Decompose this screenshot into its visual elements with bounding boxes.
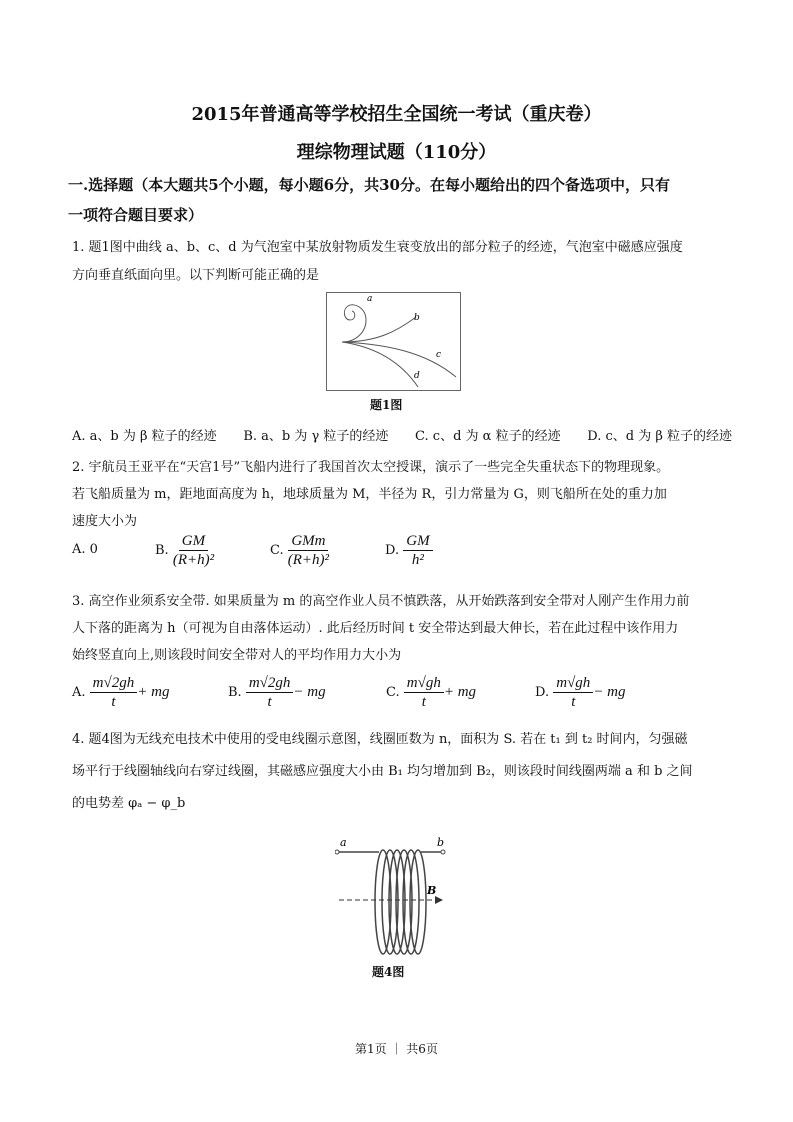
option-label: C.	[386, 685, 400, 700]
q3-option-a	[72, 674, 169, 711]
option-tail: − mg	[593, 684, 626, 700]
fig-label: a	[367, 294, 373, 304]
numerator: GM	[403, 532, 432, 551]
q2-option-a: A. 0	[72, 542, 98, 557]
q3-option-c	[386, 674, 476, 711]
option-tail: − mg	[293, 684, 326, 700]
option-label: B.	[228, 685, 242, 700]
option-label: C.	[270, 543, 284, 558]
numerator: m√2gh	[246, 674, 294, 693]
option-tail: + mg	[443, 684, 477, 700]
denominator: t	[267, 694, 272, 710]
exam-title: 2015年普通高等学校招生全国统一考试（重庆卷）	[191, 104, 602, 125]
exam-subtitle: 理综物理试题（110分）	[296, 142, 497, 163]
denominator: (R+h)²	[172, 552, 215, 568]
q2-option-b	[155, 532, 214, 569]
page-footer: 第1页 ｜ 共6页	[355, 1042, 438, 1056]
q4-text: 场平行于线圈轴线向右穿过线圈，其磁感应强度大小由 B₁ 均匀增加到 B₂，则该段时间线圈两端 a 和 b 之间	[72, 764, 693, 779]
denominator: t	[571, 694, 576, 710]
q3-text: 人下落的距离为 h（可视为自由落体运动）. 此后经历时间 t 安全带达到最大伸长，若在此过程中该作用力	[72, 621, 679, 636]
numerator: m√2gh	[90, 674, 138, 693]
q4-text: 的电势差 φₐ − φ_b	[72, 796, 186, 811]
q4-text: 4. 题4图为无线充电技术中使用的受电线圈示意图，线圈匝数为 n，面积为 S. 若在 t₁ 到 t₂ 时间内，匀强磁	[72, 732, 688, 747]
q2-text: 2. 宇航员王亚平在“天宫1号”飞船内进行了我国首次太空授课，演示了一些完全失重状态下的物理现象。	[72, 460, 670, 475]
fig-label: b	[414, 313, 420, 323]
fig-label-b: b	[437, 836, 445, 849]
figure-caption: 题4图	[372, 965, 405, 979]
q1-option-a: A. a、b 为 β 粒子的经迹	[72, 429, 217, 444]
q1-figure	[326, 292, 462, 392]
q4-coil-figure	[335, 830, 455, 960]
q1-option-d: D. c、d 为 β 粒子的经迹	[587, 429, 732, 444]
figure-caption: 题1图	[370, 398, 403, 412]
q2-option-c	[270, 532, 329, 569]
denominator: (R+h)²	[287, 552, 330, 568]
option-tail: + mg	[137, 684, 170, 700]
option-label: B.	[155, 543, 169, 558]
q1-text: 方向垂直纸面向里。以下判断可能正确的是	[72, 268, 320, 283]
section-heading-cont: 一项符合题目要求）	[68, 206, 204, 224]
q2-text: 若飞船质量为 m，距地面高度为 h，地球质量为 M，半径为 R，引力常量为 G，则飞船所在处的重力加	[72, 487, 667, 502]
option-label: A.	[72, 685, 86, 700]
numerator: m√gh	[553, 674, 593, 693]
q3-text: 3. 高空作业须系安全带. 如果质量为 m 的高空作业人员不慎跌落，从开始跌落到安全带对人刚产生作用力前	[72, 594, 690, 609]
q1-option-c: C. c、d 为 α 粒子的经迹	[415, 429, 561, 444]
fig-label-B: B	[427, 884, 437, 897]
fig-label-a: a	[340, 836, 347, 849]
q3-option-d	[535, 674, 626, 711]
numerator: GM	[179, 532, 208, 551]
denominator: t	[111, 694, 116, 710]
q2-text: 速度大小为	[72, 514, 138, 529]
q3-text: 始终竖直向上,则该段时间安全带对人的平均作用力大小为	[72, 648, 402, 663]
denominator: t	[421, 694, 426, 710]
numerator: m√gh	[404, 674, 444, 693]
q1-text: 1. 题1图中曲线 a、b、c、d 为气泡室中某放射物质发生衰变放出的部分粒子的经迹，气泡室中磁感应强度	[72, 240, 683, 255]
numerator: GMm	[288, 532, 328, 551]
fig-label: d	[414, 371, 420, 381]
option-label: D.	[535, 685, 550, 700]
fig-label: c	[436, 350, 442, 360]
q3-option-b	[228, 674, 326, 711]
q2-option-d	[385, 532, 433, 569]
q1-option-b: B. a、b 为 γ 粒子的经迹	[243, 429, 389, 444]
option-label: D.	[385, 543, 400, 558]
section-heading: 一.选择题（本大题共5个小题，每小题6分，共30分。在每小题给出的四个备选项中，只有	[68, 176, 670, 194]
denominator: h²	[411, 552, 424, 568]
